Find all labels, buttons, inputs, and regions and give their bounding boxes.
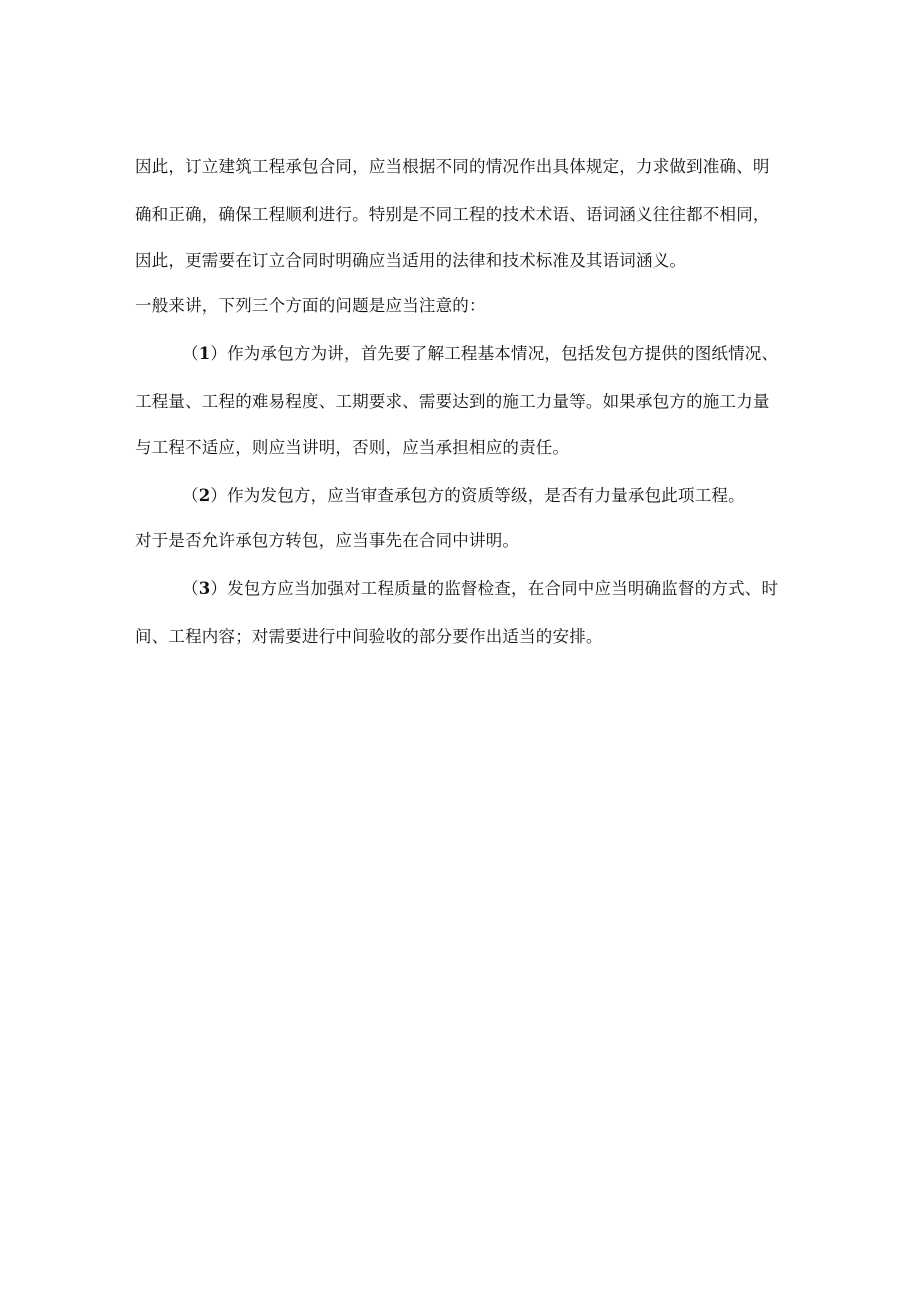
paragraph1-line2: 确和正确，确保工程顺利进行。特别是不同工程的技术术语、语词涵义往往都不相同， — [135, 205, 770, 224]
item3-prefix: （ — [182, 579, 199, 598]
item2-line1 — [135, 483, 785, 508]
item3-suffix: ） — [210, 579, 228, 598]
item2-suffix: ） — [210, 486, 228, 505]
intro-line: 一般来讲，下列三个方面的问题是应当注意的： — [135, 296, 486, 315]
item1-suffix: ） — [210, 344, 228, 363]
item1-prefix: （ — [182, 344, 199, 363]
item2-text-1: 作为发包方，应当审查承包方的资质等级，是否有力量承包此项工程。 — [227, 486, 745, 505]
item1-text-1: 作为承包方为讲，首先要了解工程基本情况，包括发包方提供的图纸情况、 — [227, 344, 779, 363]
paragraph1-line1: 因此，订立建筑工程承包合同，应当根据不同的情况作出具体规定，力求做到准确、明 — [135, 157, 770, 176]
document-page — [135, 154, 785, 649]
item1-line3: 与工程不适应，则应当讲明，否则，应当承担相应的责任。 — [135, 438, 570, 457]
item3-line1 — [135, 576, 785, 601]
item1-line1 — [135, 341, 785, 366]
item1-line2: 工程量、工程的难易程度、工期要求、需要达到的施工力量等。如果承包方的施工力量 — [135, 392, 770, 411]
paragraph1-line3: 因此，更需要在订立合同时明确应当适用的法律和技术标准及其语词涵义。 — [135, 251, 687, 270]
item2-prefix: （ — [182, 486, 199, 505]
item2-line2: 对于是否允许承包方转包，应当事先在合同中讲明。 — [135, 531, 520, 550]
item3-line2: 间、工程内容；对需要进行中间验收的部分要作出适当的安排。 — [135, 627, 603, 646]
item1-number: 1 — [198, 344, 211, 363]
item2-number: 2 — [198, 486, 211, 505]
item3-number: 3 — [198, 579, 211, 598]
item3-text-1: 发包方应当加强对工程质量的监督检查，在合同中应当明确监督的方式、时 — [227, 579, 779, 598]
